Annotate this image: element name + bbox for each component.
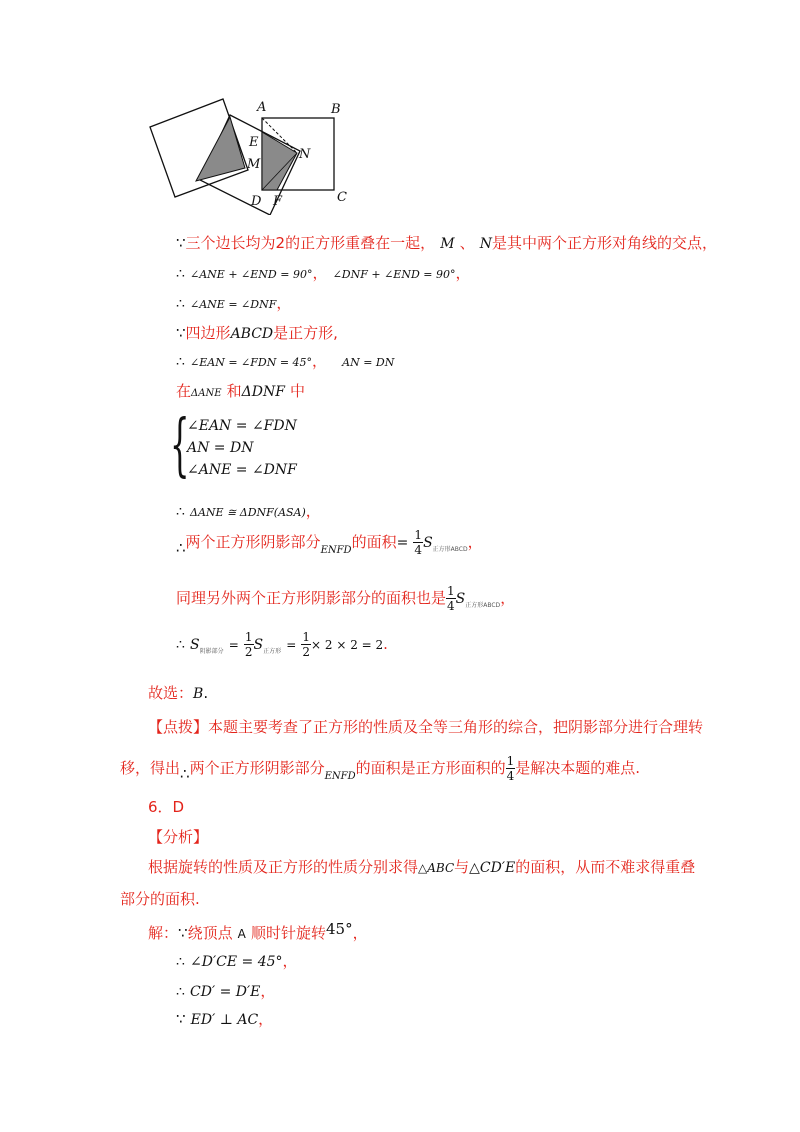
system-row-3: ∠ANE = ∠DNF — [187, 462, 297, 478]
label-b: B — [331, 102, 341, 117]
therefore-symbol: ∴ — [176, 539, 186, 557]
eq-ane-dnf: ∠ANE = ∠DNF — [190, 298, 277, 311]
label-n: N — [299, 147, 311, 162]
therefore-symbol: ∴ — [180, 765, 190, 783]
line-4 — [176, 322, 338, 343]
eq-sign: = — [286, 638, 297, 652]
line-4-text-b: 是正方形, — [273, 324, 338, 342]
line-16-text-a: 根据旋转的性质及正方形的性质分别求得 — [148, 858, 419, 876]
product-result: × 2 × 2 = 2 — [311, 638, 384, 652]
area-s: S — [190, 637, 200, 653]
line-2 — [176, 262, 470, 283]
line-3 — [176, 292, 291, 313]
line-14: 6．D — [148, 798, 185, 816]
geometry-figure — [140, 95, 360, 215]
line-5 — [176, 350, 394, 371]
therefore-symbol: ∴ — [176, 954, 185, 970]
var-abcd: ABCD — [230, 326, 274, 342]
line-18-text-b: 绕顶点 — [187, 924, 233, 942]
area-s: S — [455, 591, 466, 607]
sub-enfd: ENFD — [324, 771, 356, 782]
fraction-one-quarter: $\frac{1}{4}$ — [506, 754, 515, 783]
end-mark: ， — [260, 982, 276, 1000]
area-sub: 正方形ABCD — [465, 602, 501, 609]
line-13-text-b: 两个正方形阴影部分 — [189, 759, 325, 777]
end-mark: ， — [467, 533, 483, 551]
eq-congruent: ΔANE ≅ ΔDNF(ASA) — [190, 506, 306, 519]
line-1 — [176, 232, 717, 253]
therefore-symbol: ∴ — [176, 637, 185, 653]
area-sub-shaded: 阴影部分 — [199, 648, 224, 655]
area-sub: 正方形ABCD — [432, 546, 468, 553]
area-s: S — [423, 535, 433, 551]
end-mark: ， — [500, 589, 516, 607]
area-s-square: S — [253, 637, 264, 653]
triangle-dnf: ΔDNF — [241, 384, 285, 400]
sep: ， — [312, 264, 328, 282]
label-c: C — [337, 190, 347, 205]
solution-label: 解： — [148, 924, 179, 942]
eq-dnf-end: ∠DNF + ∠END = 90° — [332, 268, 456, 281]
end-mark: ， — [455, 264, 471, 282]
fraction-one-quarter: $\frac{1}{4}$ — [447, 584, 455, 613]
therefore-symbol: ∴ — [176, 984, 185, 1000]
end-mark: ， — [276, 294, 292, 312]
eq-sign: = — [396, 535, 409, 551]
line-13-text-c: 的面积是正方形面积的 — [355, 759, 506, 777]
line-16 — [148, 856, 695, 877]
eq-sign: = — [228, 638, 239, 652]
line-9 — [176, 584, 515, 613]
triangle-abc: △ABC — [418, 861, 455, 875]
line-1-text-a: 三个边长均为2的正方形重叠在一起， — [185, 234, 436, 252]
eq-ane-end: ∠ANE + ∠END = 90° — [190, 268, 313, 281]
therefore-symbol: ∴ — [176, 504, 185, 520]
therefore-symbol: ∴ — [176, 266, 185, 282]
eq-an-dn: AN = DN — [342, 356, 395, 369]
label-f: F — [273, 194, 283, 209]
line-13-text-a: 移，得出 — [120, 759, 181, 777]
sep: ， — [312, 352, 328, 370]
because-symbol: ∵ — [176, 1010, 186, 1028]
eq-angle-dce: ∠D′CE = 45° — [190, 954, 283, 970]
fraction-one-half: $\frac{1}{2}$ — [244, 630, 253, 659]
triangle-ane: ΔANE — [191, 388, 222, 399]
line-15: 【分析】 — [148, 828, 209, 846]
line-16-text-b: 的面积，从而不难求得重叠 — [515, 858, 696, 876]
answer-label: 故选： — [148, 684, 194, 702]
angle-45: 45° — [326, 920, 353, 938]
line-1-text-b: 是其中两个正方形对角线的交点， — [491, 234, 717, 252]
line-20 — [176, 980, 275, 1001]
end-mark: ， — [305, 502, 321, 520]
because-symbol: ∵ — [176, 234, 186, 252]
system-brace: { — [170, 406, 190, 485]
label-a: A — [257, 100, 267, 115]
he: 和 — [226, 382, 242, 400]
var-n: N — [479, 236, 492, 252]
sep: 、 — [459, 234, 475, 252]
because-symbol: ∵ — [178, 924, 188, 942]
line-12: 【点拨】本题主要考查了正方形的性质及全等三角形的综合，把阴影部分进行合理转 — [148, 718, 704, 736]
line-11 — [148, 682, 208, 703]
zhong: 中 — [290, 382, 306, 400]
line-4-text-a: 四边形 — [185, 324, 231, 342]
sub-enfd: ENFD — [320, 545, 352, 556]
because-symbol: ∵ — [176, 324, 186, 342]
eq-perpendicular: ED′ ⊥ AC — [190, 1012, 259, 1028]
end-mark: . — [383, 635, 388, 653]
system-row-2: AN = DN — [187, 440, 254, 456]
line-8-text-a: 两个正方形阴影部分 — [185, 533, 321, 551]
label-m: M — [247, 157, 261, 172]
line-8 — [176, 528, 483, 557]
end-mark: ， — [258, 1010, 274, 1028]
therefore-symbol: ∴ — [176, 354, 185, 370]
end-mark: ， — [352, 924, 368, 942]
fraction-one-half: $\frac{1}{2}$ — [302, 630, 311, 659]
line-17: 部分的面积. — [120, 890, 200, 908]
end-mark: ， — [282, 952, 298, 970]
vertex-a: A — [237, 927, 246, 941]
line-7 — [176, 500, 321, 521]
therefore-symbol: ∴ — [176, 296, 185, 312]
line-21 — [176, 1008, 273, 1029]
line-6 — [176, 380, 305, 401]
line-13 — [120, 754, 640, 783]
label-d: D — [251, 194, 262, 209]
system-row-1: ∠EAN = ∠FDN — [187, 418, 297, 434]
area-sub-square: 正方形 — [263, 648, 282, 655]
triangle-cde: △CD′E — [469, 860, 516, 876]
eq-cd-de: CD′ = D′E — [190, 984, 261, 1000]
yu: 与 — [454, 858, 470, 876]
shaded-region-left — [196, 117, 245, 181]
line-8-text-b: 的面积 — [351, 533, 397, 551]
line-13-text-d: 是解决本题的难点. — [515, 759, 641, 777]
label-e: E — [249, 135, 259, 150]
line-9-text-a: 同理另外两个正方形阴影部分的面积也是 — [176, 589, 447, 607]
line-19 — [176, 950, 298, 971]
line-18 — [148, 920, 368, 943]
line-10 — [176, 630, 388, 659]
var-m: M — [440, 236, 455, 252]
line-18-text-c: 顺时针旋转 — [250, 924, 326, 942]
fraction-one-quarter: $\frac{1}{4}$ — [414, 528, 423, 557]
answer-b: B — [193, 686, 204, 702]
zai: 在 — [176, 382, 192, 400]
end-mark: . — [203, 684, 209, 702]
eq-ean-fdn: ∠EAN = ∠FDN = 45° — [190, 356, 313, 369]
